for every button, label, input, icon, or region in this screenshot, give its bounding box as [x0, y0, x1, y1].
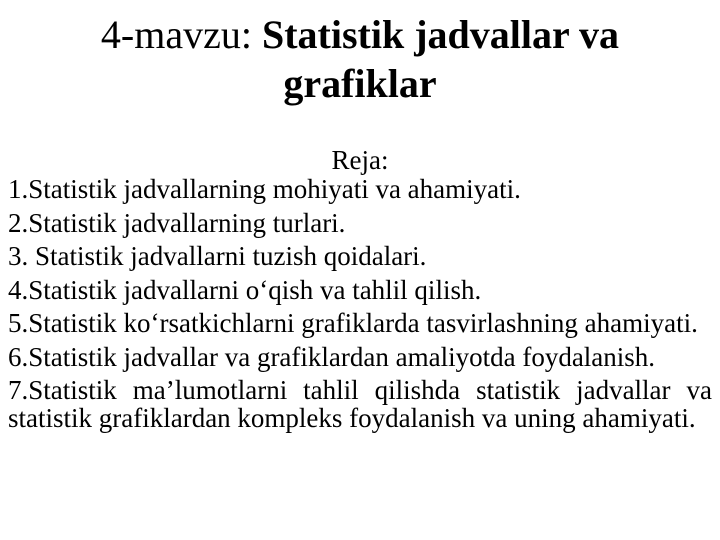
plan-item: 4.Statistik jadvallarni o‘qish va tahlil qilish.	[8, 274, 482, 305]
plan-item: 3. Statistik jadvallarni tuzish qoidalari.	[8, 241, 427, 271]
title-prefix: 4-mavzu:	[100, 12, 262, 57]
plan-item: 7.Statistik ma’lumotlarni tahlil qilishda statistik jadvallar va statistik grafiklardan kompleks foydalanish va uning ahamiyati.	[8, 375, 712, 433]
slide-title	[40, 10, 680, 108]
plan-list	[8, 175, 712, 438]
plan-item: 6.Statistik jadvallar va grafiklardan amaliyotda foydalanish.	[8, 341, 656, 372]
title-bold-text: Statistik jadvallar va grafiklar	[261, 12, 620, 106]
plan-item: 2.Statistik jadvallarning turlari.	[8, 207, 346, 238]
plan-item: 1.Statistik jadvallarning mohiyati va ahamiyati.	[8, 174, 521, 204]
plan-heading: Reja:	[331, 145, 389, 175]
plan-item: 5.Statistik ko‘rsatkichlarni grafiklarda tasvirlashning ahamiyati.	[8, 308, 698, 338]
